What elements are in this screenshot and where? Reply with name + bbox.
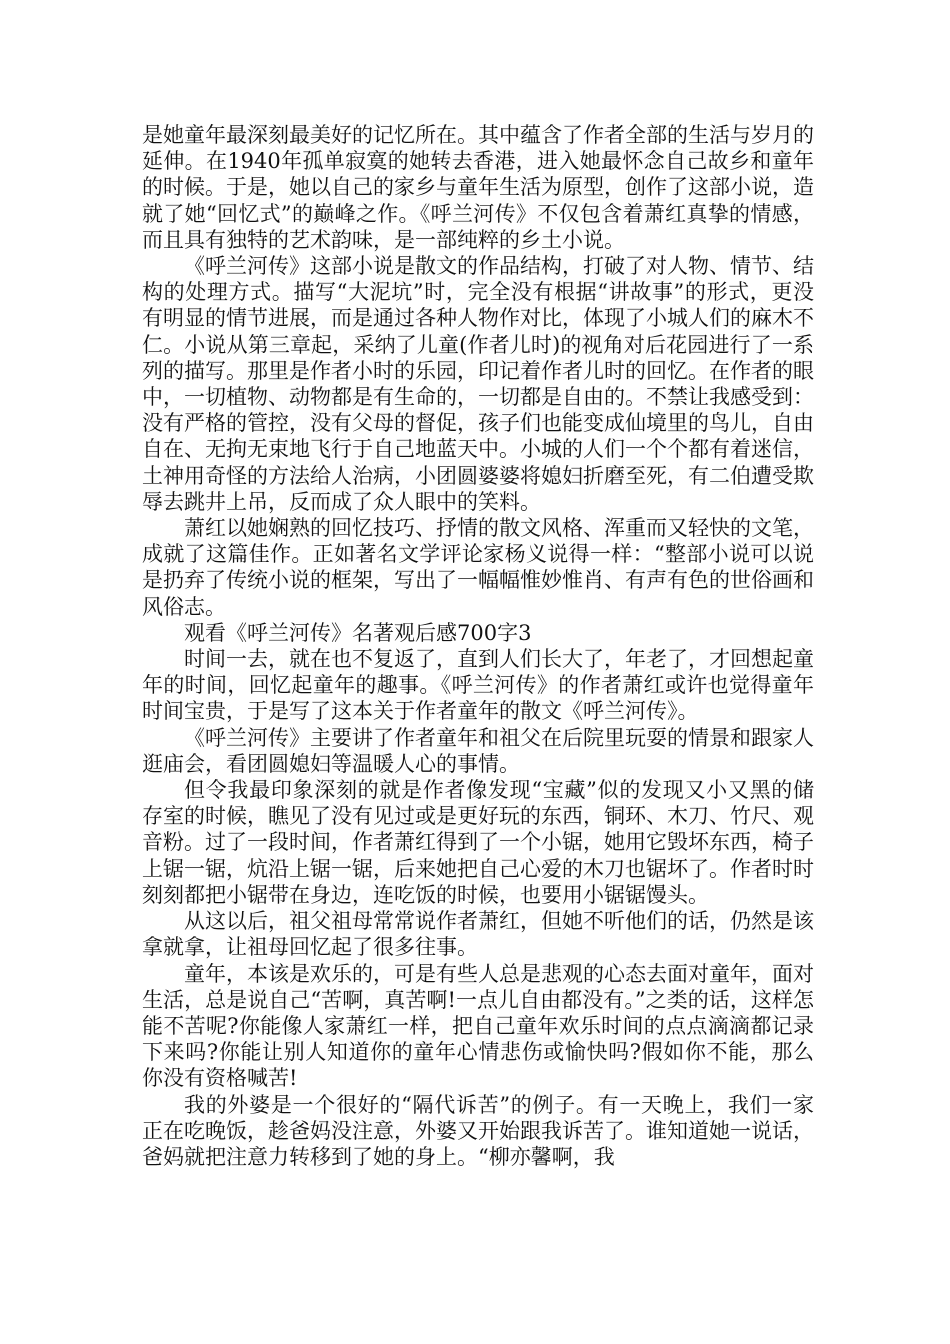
document-page xyxy=(142,122,814,1170)
paragraph-grandmother: 我的外婆是一个很好的“隔代诉苦”的例子。有一天晚上，我们一家正在吃晚饭，趁爸妈没注意，外婆又开始跟我诉苦了。谁知道她一说话，爸妈就把注意力转移到了她的身上。“柳亦馨啊，我 xyxy=(142,1092,814,1169)
paragraph-storage-room: 但令我最印象深刻的就是作者像发现“宝藏”似的发现又小又黑的储存室的时候，瞧见了没有见过或是更好玩的东西，铜环、木刀、竹尺、观音粉。过了一段时间，作者萧红得到了一个小锯，她用它毁坏东西，椅子上锯一锯，炕沿上锯一锯，后来她把自己心爱的木刀也锯坏了。作者时时刻刻都把小锯带在身边，连吃饭的时候，也要用小锯锯馒头。 xyxy=(142,778,814,907)
paragraph-time-passes: 时间一去，就在也不复返了，直到人们长大了，年老了，才回想起童年的时间，回忆起童年的趣事。《呼兰河传》的作者萧红或许也觉得童年时间宝贵，于是写了这本关于作者童年的散文《呼兰河传》。 xyxy=(142,647,814,724)
paragraph-main-content: 《呼兰河传》主要讲了作者童年和祖父在后院里玩耍的情景和跟家人逛庙会，看团圆媳妇等温暖人心的事情。 xyxy=(142,725,814,776)
paragraph-childhood-joy: 童年，本该是欢乐的，可是有些人总是悲观的心态去面对童年，面对生活，总是说自己“苦啊，真苦啊!一点儿自由都没有。”之类的话，这样怎能不苦呢?你能像人家萧红一样，把自己童年欢乐时间的点点滴滴都记录下来吗?你能让别人知道你的童年心情悲伤或愉快吗?假如你不能，那么你没有资格喊苦! xyxy=(142,961,814,1091)
section-heading: 观看《呼兰河传》名著观后感700字3 xyxy=(184,620,532,645)
paragraph-xiao-hong-style: 萧红以她娴熟的回忆技巧、抒情的散文风格、浑重而又轻快的文笔，成就了这篇佳作。正如著名文学评论家杨义说得一样：“整部小说可以说是扔弃了传统小说的框架，写出了一幅幅惟妙惟肖、有声有色的世俗画和风俗志。 xyxy=(142,516,814,619)
paragraph-continuation: 是她童年最深刻最美好的记忆所在。其中蕴含了作者全部的生活与岁月的延伸。在1940年孤单寂寞的她转去香港，进入她最怀念自己故乡和童年的时候。于是，她以自己的家乡与童年生活为原型，创作了这部小说，造就了她“回忆式”的巅峰之作。《呼兰河传》不仅包含着萧红真挚的情感，而且具有独特的艺术韵味，是一部纯粹的乡土小说。 xyxy=(142,123,814,252)
paragraph-novel-structure: 《呼兰河传》这部小说是散文的作品结构，打破了对人物、情节、结构的处理方式。描写“大泥坑”时，完全没有根据“讲故事”的形式，更没有明显的情节进展，而是通过各种人物作对比，体现了小城人们的麻木不仁。小说从第三章起，采纳了儿童(作者儿时)的视角对后花园进行了一系列的描写。那里是作者小时的乐园，印记着作者儿时的回忆。在作者的眼中，一切植物、动物都是有生命的，一切都是自由的。不禁让我感受到：没有严格的管控，没有父母的督促，孩子们也能变成仙境里的鸟儿，自由自在、无拘无束地飞行于自己地蓝天中。小城的人们一个个都有着迷信，土神用奇怪的方法给人治病，小团圆婆婆将媳妇折磨至死，有二伯遭受欺辱去跳井上吊，反而成了众人眼中的笑料。 xyxy=(142,254,814,514)
paragraph-grandparents: 从这以后，祖父祖母常常说作者萧红，但她不听他们的话，仍然是该拿就拿，让祖母回忆起了很多往事。 xyxy=(142,909,814,960)
